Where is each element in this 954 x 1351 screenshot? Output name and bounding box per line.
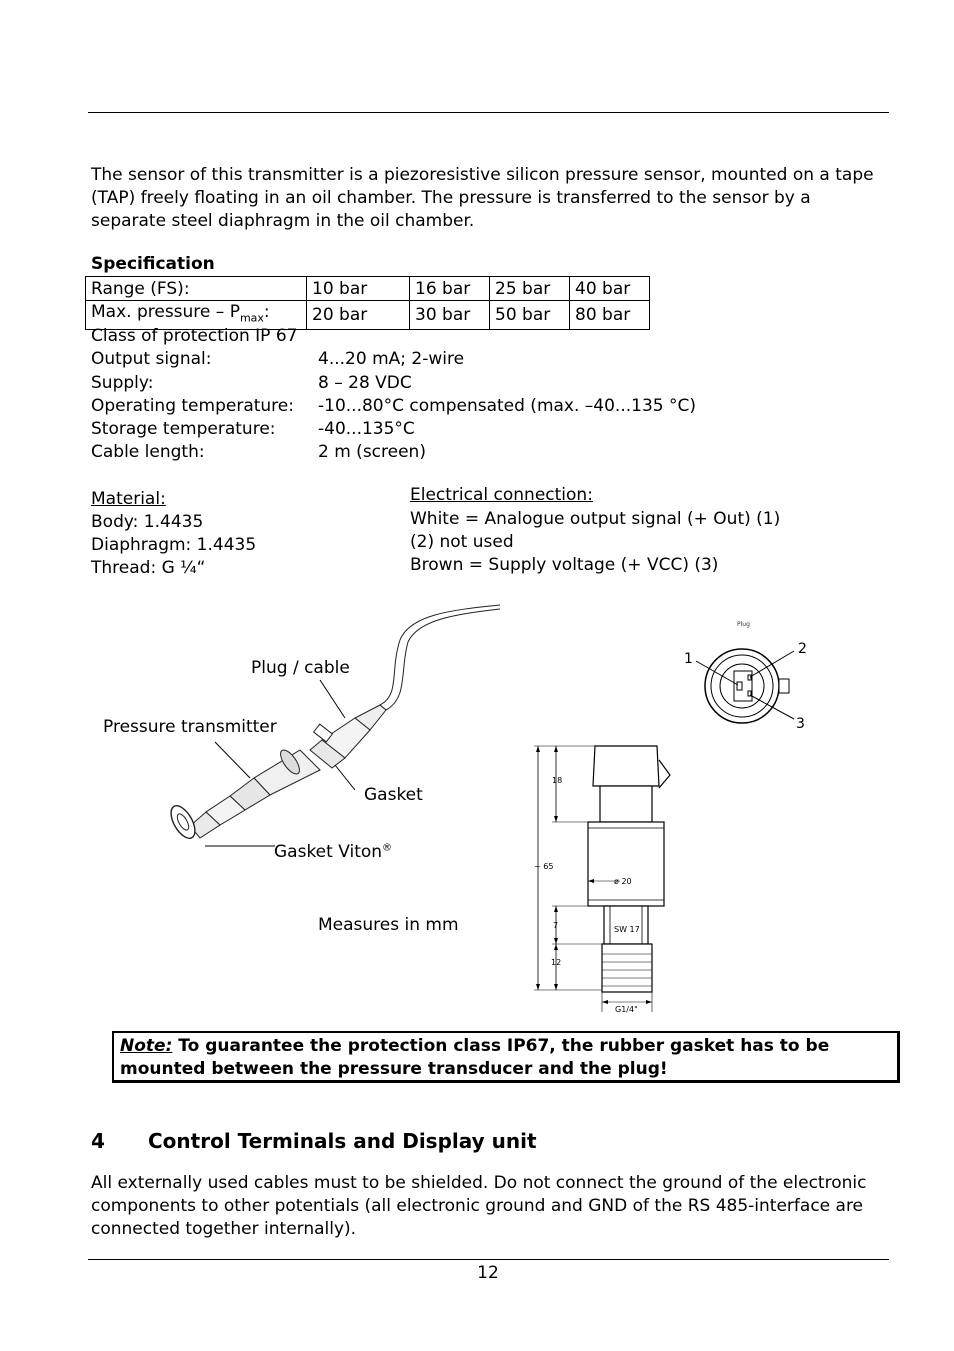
spec-value: -40...135°C [318, 419, 415, 439]
dim-7-label: 7 [553, 921, 559, 930]
section-number: 4 [91, 1129, 105, 1153]
spec-row-output [91, 348, 465, 371]
spec-row-supply [91, 372, 412, 395]
material-item: Diaphragm: 1.4435 [91, 535, 257, 555]
label-plug-cable: Plug / cable [251, 658, 350, 678]
spec-label: Supply: [91, 373, 154, 393]
range-value: 40 bar [570, 277, 650, 301]
dim-12-label: 12 [551, 958, 562, 967]
section-title: Control Terminals and Display unit [148, 1129, 537, 1153]
range-value: 16 bar [410, 277, 490, 301]
material-item: Thread: G ¼“ [91, 558, 206, 578]
footer-rule [88, 1259, 889, 1260]
intro-paragraph: The sensor of this transmitter is a piezoresistive silicon pressure sensor, mounted on a tape (TAP) freely floating in an oil chamber. The pressure is transferred to the sensor by a separate steel diaphragm in the oil chamber. [91, 165, 874, 231]
dim-65-label: ~ 65 [534, 862, 554, 871]
max-pressure-value: 20 bar [307, 301, 410, 330]
spec-label: Output signal: [91, 349, 212, 369]
dim-g14-label: G1/4" [615, 1005, 638, 1014]
note-box [112, 1031, 900, 1083]
max-pressure-value: 50 bar [490, 301, 570, 330]
spec-value: 2 m (screen) [318, 442, 426, 462]
spec-row-storage-temp [91, 418, 415, 441]
spec-value: 4...20 mA; 2-wire [318, 349, 465, 369]
electrical-item: White = Analogue output signal (+ Out) (1) [410, 509, 781, 529]
dim-sw17-label: SW 17 [614, 925, 640, 934]
spec-label: Storage temperature: [91, 419, 276, 439]
spec-row-cable-length [91, 441, 426, 464]
header-rule [88, 112, 889, 113]
range-value: 25 bar [490, 277, 570, 301]
spec-title: Specification [91, 254, 215, 274]
spec-value: 8 – 28 VDC [318, 373, 412, 393]
pin-1-label: 1 [684, 651, 693, 667]
spec-table [85, 276, 650, 330]
electrical-item: Brown = Supply voltage (+ VCC) (3) [410, 555, 719, 575]
table-row [86, 277, 650, 301]
label-gasket-viton: Gasket Viton® [274, 842, 393, 862]
plug-pin-diagram [680, 615, 810, 730]
spec-label: Cable length: [91, 442, 205, 462]
material-title: Material: [91, 489, 166, 509]
protection-class: Class of protection IP 67 [91, 326, 298, 346]
dim-d20-label: ø 20 [614, 877, 632, 886]
spec-value: -10...80°C compensated (max. –40...135 °C) [318, 396, 696, 416]
section-body: All externally used cables must to be shielded. Do not connect the ground of the electronic components to other potentials (all electronic ground and GND of the RS 485-interface are connected together internally). [91, 1173, 867, 1239]
note-label: Note: [120, 1036, 173, 1056]
max-pressure-label: Max. pressure – $P_{max}$: [86, 301, 307, 330]
spec-label: Operating temperature: [91, 396, 294, 416]
plug-small-label: Plug [737, 621, 750, 628]
page-number: 12 [477, 1263, 499, 1283]
note-text: To guarantee the protection class IP67, the rubber gasket has to be mounted between the pressure transducer and the plug! [120, 1036, 830, 1079]
range-value: 10 bar [307, 277, 410, 301]
max-pressure-value: 80 bar [570, 301, 650, 330]
pin-2-label: 2 [798, 641, 807, 657]
max-pressure-value: 30 bar [410, 301, 490, 330]
electrical-title: Electrical connection: [410, 485, 593, 505]
material-item: Body: 1.4435 [91, 512, 204, 532]
dimension-drawing [530, 740, 690, 1020]
dim-18-label: 18 [552, 776, 563, 785]
range-label: Range (FS): [86, 277, 307, 301]
label-pressure-transmitter: Pressure transmitter [103, 717, 277, 737]
electrical-item: (2) not used [410, 532, 514, 552]
label-measures: Measures in mm [318, 915, 459, 935]
spec-row-operating-temp [91, 395, 696, 418]
label-gasket: Gasket [364, 785, 423, 805]
pin-3-label: 3 [796, 716, 805, 730]
